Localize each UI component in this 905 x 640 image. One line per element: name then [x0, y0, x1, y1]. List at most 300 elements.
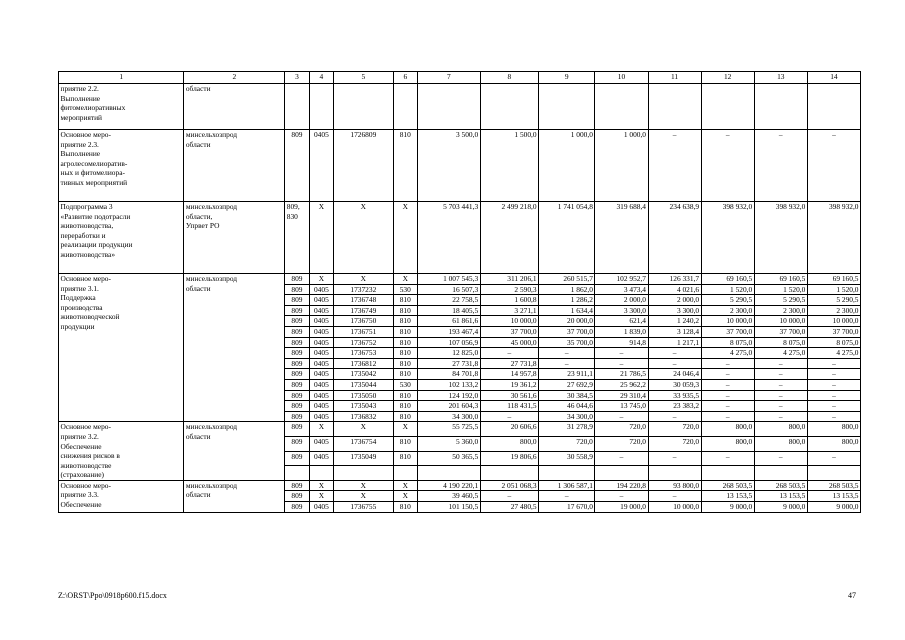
target-article-cell: 1736752: [334, 337, 393, 348]
grbs-code-cell: 809: [285, 502, 309, 513]
amount-cell: 311 206,1: [480, 274, 538, 285]
table-row: [59, 480, 861, 491]
amount-cell: 1 286,2: [539, 295, 595, 306]
amount-cell: –: [539, 348, 595, 359]
amount-cell: [807, 466, 860, 481]
amount-cell: 1 600,8: [480, 295, 538, 306]
amount-cell: 3 473,4: [595, 284, 648, 295]
target-article-cell: Х: [334, 422, 393, 437]
amount-cell: –: [754, 379, 807, 390]
target-article-cell: 1735044: [334, 379, 393, 390]
section-code-cell: Х: [309, 422, 333, 437]
column-number-4: 4: [309, 72, 333, 84]
table-row: [59, 130, 861, 202]
amount-cell: 37 700,0: [539, 326, 595, 337]
column-number-2: 2: [184, 72, 285, 84]
amount-cell: –: [539, 491, 595, 502]
amount-cell: 2 300,0: [701, 305, 754, 316]
grbs-code-cell: [285, 466, 309, 481]
amount-cell: 720,0: [648, 422, 701, 437]
amount-cell: [754, 466, 807, 481]
amount-cell: 23 383,2: [648, 401, 701, 412]
executor-cell: минсельхозпрод области, Упрвет РО: [184, 202, 285, 274]
amount-cell: 9 000,0: [807, 502, 860, 513]
section-code-cell: 0405: [309, 284, 333, 295]
grbs-code-cell: 809: [285, 401, 309, 412]
amount-cell: 69 160,5: [754, 274, 807, 285]
section-code-cell: 0405: [309, 369, 333, 380]
section-code-cell: Х: [309, 274, 333, 285]
amount-cell: 1 000,0: [539, 130, 595, 202]
column-number-12: 12: [701, 72, 754, 84]
amount-cell: 5 290,5: [807, 295, 860, 306]
amount-cell: 102 133,2: [418, 379, 481, 390]
amount-cell: 29 310,4: [595, 390, 648, 401]
amount-cell: –: [701, 451, 754, 466]
amount-cell: 19 806,6: [480, 451, 538, 466]
amount-cell: 2 300,0: [754, 305, 807, 316]
amount-cell: 30 384,5: [539, 390, 595, 401]
grbs-code-cell: 809: [285, 348, 309, 359]
amount-cell: [595, 84, 648, 130]
amount-cell: 20 606,6: [480, 422, 538, 437]
amount-cell: –: [754, 358, 807, 369]
target-article-cell: 1736832: [334, 411, 393, 422]
expense-type-cell: 810: [393, 316, 417, 327]
column-number-1: 1: [59, 72, 184, 84]
amount-cell: 800,0: [754, 422, 807, 437]
amount-cell: 800,0: [807, 436, 860, 451]
amount-cell: 398 932,0: [701, 202, 754, 274]
amount-cell: 3 300,0: [595, 305, 648, 316]
column-number-6: 6: [393, 72, 417, 84]
amount-cell: 13 153,5: [807, 491, 860, 502]
expense-type-cell: Х: [393, 480, 417, 491]
executor-cell: минсельхозпрод области: [184, 422, 285, 481]
grbs-code-cell: 809: [285, 436, 309, 451]
target-article-cell: [334, 84, 393, 130]
amount-cell: –: [807, 411, 860, 422]
target-article-cell: Х: [334, 480, 393, 491]
amount-cell: 30 561,6: [480, 390, 538, 401]
measure-name-cell: приятие 2.2. Выполнение фитомелиоративных мероприятий: [59, 84, 184, 130]
table-body: [59, 72, 861, 513]
amount-cell: 50 365,5: [418, 451, 481, 466]
amount-cell: 8 075,0: [754, 337, 807, 348]
amount-cell: 1 007 545,3: [418, 274, 481, 285]
amount-cell: 37 700,0: [807, 326, 860, 337]
budget-table: [58, 71, 861, 513]
amount-cell: 234 638,9: [648, 202, 701, 274]
table-row: [59, 84, 861, 130]
target-article-cell: 1735049: [334, 451, 393, 466]
expense-type-cell: 810: [393, 502, 417, 513]
amount-cell: 34 300,0: [539, 411, 595, 422]
amount-cell: 720,0: [539, 436, 595, 451]
amount-cell: 61 861,6: [418, 316, 481, 327]
amount-cell: 260 515,7: [539, 274, 595, 285]
amount-cell: 10 000,0: [807, 316, 860, 327]
amount-cell: 1 306 587,1: [539, 480, 595, 491]
target-article-cell: Х: [334, 274, 393, 285]
amount-cell: 3 500,0: [418, 130, 481, 202]
column-number-3: 3: [285, 72, 309, 84]
amount-cell: 1 240,2: [648, 316, 701, 327]
section-code-cell: 0405: [309, 436, 333, 451]
amount-cell: 194 220,8: [595, 480, 648, 491]
executor-cell: минсельхозпрод области: [184, 274, 285, 422]
amount-cell: 720,0: [648, 436, 701, 451]
grbs-code-cell: 809: [285, 390, 309, 401]
section-code-cell: 0405: [309, 348, 333, 359]
amount-cell: –: [807, 369, 860, 380]
amount-cell: 84 701,8: [418, 369, 481, 380]
amount-cell: 22 758,5: [418, 295, 481, 306]
section-code-cell: 0405: [309, 401, 333, 412]
amount-cell: –: [648, 451, 701, 466]
amount-cell: –: [701, 358, 754, 369]
amount-cell: 2 051 068,3: [480, 480, 538, 491]
amount-cell: 1 000,0: [595, 130, 648, 202]
grbs-code-cell: 809: [285, 358, 309, 369]
expense-type-cell: Х: [393, 491, 417, 502]
amount-cell: –: [595, 348, 648, 359]
expense-type-cell: 810: [393, 326, 417, 337]
executor-cell: области: [184, 84, 285, 130]
grbs-code-cell: 809: [285, 337, 309, 348]
amount-cell: 9 000,0: [701, 502, 754, 513]
amount-cell: 21 786,5: [595, 369, 648, 380]
grbs-code-cell: 809: [285, 422, 309, 437]
amount-cell: 2 000,0: [595, 295, 648, 306]
amount-cell: –: [807, 358, 860, 369]
amount-cell: –: [595, 411, 648, 422]
amount-cell: 13 745,0: [595, 401, 648, 412]
target-article-cell: 1736754: [334, 436, 393, 451]
amount-cell: 69 160,5: [701, 274, 754, 285]
amount-cell: 124 192,0: [418, 390, 481, 401]
amount-cell: 621,4: [595, 316, 648, 327]
target-article-cell: Х: [334, 202, 393, 274]
amount-cell: 37 700,0: [754, 326, 807, 337]
table-row: [59, 422, 861, 437]
amount-cell: 1 520,0: [754, 284, 807, 295]
amount-cell: 13 153,5: [754, 491, 807, 502]
amount-cell: 800,0: [754, 436, 807, 451]
grbs-code-cell: 809: [285, 274, 309, 285]
amount-cell: –: [807, 130, 860, 202]
amount-cell: 5 703 441,3: [418, 202, 481, 274]
grbs-code-cell: 809: [285, 326, 309, 337]
amount-cell: 4 190 220,1: [418, 480, 481, 491]
amount-cell: 31 278,9: [539, 422, 595, 437]
amount-cell: 118 431,5: [480, 401, 538, 412]
amount-cell: 102 952,7: [595, 274, 648, 285]
amount-cell: 5 290,5: [754, 295, 807, 306]
measure-name-cell: Основное меро- приятие 3.1. Поддержка производства животноводческой продукции: [59, 274, 184, 422]
amount-cell: 3 300,0: [648, 305, 701, 316]
amount-cell: 8 075,0: [701, 337, 754, 348]
amount-cell: 2 499 218,0: [480, 202, 538, 274]
executor-cell: минсельхозпрод области: [184, 130, 285, 202]
amount-cell: 10 000,0: [480, 316, 538, 327]
amount-cell: –: [807, 401, 860, 412]
column-number-10: 10: [595, 72, 648, 84]
amount-cell: 3 128,4: [648, 326, 701, 337]
amount-cell: –: [595, 451, 648, 466]
target-article-cell: 1736748: [334, 295, 393, 306]
column-number-13: 13: [754, 72, 807, 84]
amount-cell: 12 825,0: [418, 348, 481, 359]
measure-name-cell: Основное меро- приятие 3.3. Обеспечение: [59, 480, 184, 512]
expense-type-cell: 810: [393, 130, 417, 202]
amount-cell: –: [648, 491, 701, 502]
amount-cell: –: [480, 348, 538, 359]
section-code-cell: 0405: [309, 379, 333, 390]
target-article-cell: 1735043: [334, 401, 393, 412]
amount-cell: 201 604,3: [418, 401, 481, 412]
section-code-cell: 0405: [309, 411, 333, 422]
table-row: [59, 274, 861, 285]
amount-cell: 30 059,3: [648, 379, 701, 390]
amount-cell: –: [480, 411, 538, 422]
grbs-code-cell: 809: [285, 411, 309, 422]
amount-cell: 46 044,6: [539, 401, 595, 412]
target-article-cell: 1735042: [334, 369, 393, 380]
expense-type-cell: 810: [393, 401, 417, 412]
expense-type-cell: Х: [393, 202, 417, 274]
amount-cell: 126 331,7: [648, 274, 701, 285]
amount-cell: 1 520,0: [807, 284, 860, 295]
expense-type-cell: 810: [393, 451, 417, 466]
amount-cell: 18 405,5: [418, 305, 481, 316]
expense-type-cell: 810: [393, 436, 417, 451]
expense-type-cell: 810: [393, 390, 417, 401]
grbs-code-cell: 809: [285, 369, 309, 380]
amount-cell: 2 300,0: [807, 305, 860, 316]
amount-cell: 1 741 054,8: [539, 202, 595, 274]
amount-cell: 19 361,2: [480, 379, 538, 390]
amount-cell: –: [595, 358, 648, 369]
amount-cell: 720,0: [595, 422, 648, 437]
expense-type-cell: 810: [393, 411, 417, 422]
amount-cell: –: [595, 491, 648, 502]
measure-name-cell: Основное меро- приятие 2.3. Выполнение агролесомелиоратив- ных и фитомелиора- тивных мероприятий: [59, 130, 184, 202]
amount-cell: –: [701, 379, 754, 390]
amount-cell: 268 503,5: [701, 480, 754, 491]
grbs-code-cell: 809: [285, 284, 309, 295]
amount-cell: –: [754, 369, 807, 380]
amount-cell: [701, 466, 754, 481]
grbs-code-cell: 809: [285, 491, 309, 502]
section-code-cell: 0405: [309, 451, 333, 466]
amount-cell: [648, 466, 701, 481]
grbs-code-cell: 809: [285, 451, 309, 466]
amount-cell: –: [754, 390, 807, 401]
amount-cell: –: [701, 130, 754, 202]
amount-cell: 1 520,0: [701, 284, 754, 295]
amount-cell: 10 000,0: [754, 316, 807, 327]
section-code-cell: 0405: [309, 305, 333, 316]
amount-cell: –: [754, 401, 807, 412]
amount-cell: –: [754, 130, 807, 202]
target-article-cell: 1726809: [334, 130, 393, 202]
amount-cell: 19 000,0: [595, 502, 648, 513]
amount-cell: 720,0: [595, 436, 648, 451]
amount-cell: 13 153,5: [701, 491, 754, 502]
amount-cell: [701, 84, 754, 130]
section-code-cell: 0405: [309, 316, 333, 327]
expense-type-cell: 530: [393, 379, 417, 390]
target-article-cell: 1736812: [334, 358, 393, 369]
amount-cell: –: [754, 411, 807, 422]
expense-type-cell: 810: [393, 305, 417, 316]
amount-cell: 914,8: [595, 337, 648, 348]
amount-cell: 8 075,0: [807, 337, 860, 348]
column-number-11: 11: [648, 72, 701, 84]
section-code-cell: 0405: [309, 295, 333, 306]
amount-cell: [595, 466, 648, 481]
expense-type-cell: 810: [393, 358, 417, 369]
amount-cell: 800,0: [701, 436, 754, 451]
amount-cell: 69 160,5: [807, 274, 860, 285]
expense-type-cell: 810: [393, 295, 417, 306]
column-number-row: [59, 72, 861, 84]
amount-cell: 37 700,0: [701, 326, 754, 337]
amount-cell: 24 046,4: [648, 369, 701, 380]
amount-cell: 30 558,9: [539, 451, 595, 466]
amount-cell: 1 500,0: [480, 130, 538, 202]
target-article-cell: 1737232: [334, 284, 393, 295]
amount-cell: 33 935,5: [648, 390, 701, 401]
amount-cell: 39 460,5: [418, 491, 481, 502]
amount-cell: 800,0: [701, 422, 754, 437]
target-article-cell: 1736749: [334, 305, 393, 316]
expense-type-cell: Х: [393, 422, 417, 437]
measure-name-cell: Подпрограмма 3 «Развитие подотрасли животноводства, переработки и реализации продукции животноводства»: [59, 202, 184, 274]
section-code-cell: [309, 84, 333, 130]
section-code-cell: Х: [309, 491, 333, 502]
amount-cell: 27 692,9: [539, 379, 595, 390]
grbs-code-cell: 809: [285, 305, 309, 316]
amount-cell: [418, 466, 481, 481]
section-code-cell: [309, 466, 333, 481]
amount-cell: 10 000,0: [701, 316, 754, 327]
amount-cell: 107 056,9: [418, 337, 481, 348]
amount-cell: 27 731,8: [418, 358, 481, 369]
amount-cell: 27 480,5: [480, 502, 538, 513]
target-article-cell: Х: [334, 491, 393, 502]
amount-cell: 319 688,4: [595, 202, 648, 274]
column-number-9: 9: [539, 72, 595, 84]
expense-type-cell: 810: [393, 369, 417, 380]
target-article-cell: [334, 466, 393, 481]
grbs-code-cell: 809: [285, 316, 309, 327]
amount-cell: [539, 84, 595, 130]
amount-cell: –: [701, 401, 754, 412]
amount-cell: 193 467,4: [418, 326, 481, 337]
amount-cell: –: [807, 390, 860, 401]
amount-cell: 25 962,2: [595, 379, 648, 390]
amount-cell: –: [807, 451, 860, 466]
section-code-cell: 0405: [309, 502, 333, 513]
target-article-cell: 1736750: [334, 316, 393, 327]
document-path: Z:\ORST\Ppo\0918p600.f15.docx: [58, 591, 167, 600]
amount-cell: 101 150,5: [418, 502, 481, 513]
amount-cell: –: [701, 390, 754, 401]
section-code-cell: 0405: [309, 390, 333, 401]
amount-cell: 4 275,0: [807, 348, 860, 359]
amount-cell: –: [807, 379, 860, 390]
grbs-code-cell: 809: [285, 130, 309, 202]
expense-type-cell: [393, 466, 417, 481]
amount-cell: –: [701, 411, 754, 422]
amount-cell: 800,0: [480, 436, 538, 451]
table-row: [59, 202, 861, 274]
amount-cell: –: [648, 411, 701, 422]
expense-type-cell: Х: [393, 274, 417, 285]
grbs-code-cell: 809: [285, 295, 309, 306]
amount-cell: 5 290,5: [701, 295, 754, 306]
amount-cell: 37 700,0: [480, 326, 538, 337]
amount-cell: [648, 84, 701, 130]
amount-cell: –: [648, 348, 701, 359]
column-number-5: 5: [334, 72, 393, 84]
amount-cell: 4 021,6: [648, 284, 701, 295]
column-number-7: 7: [418, 72, 481, 84]
amount-cell: [480, 466, 538, 481]
target-article-cell: 1736755: [334, 502, 393, 513]
amount-cell: 10 000,0: [648, 502, 701, 513]
amount-cell: –: [754, 451, 807, 466]
amount-cell: 9 000,0: [754, 502, 807, 513]
expense-type-cell: 810: [393, 348, 417, 359]
amount-cell: –: [701, 369, 754, 380]
section-code-cell: 0405: [309, 337, 333, 348]
amount-cell: –: [648, 130, 701, 202]
grbs-code-cell: [285, 84, 309, 130]
grbs-code-cell: 809, 830: [285, 202, 309, 274]
amount-cell: –: [480, 491, 538, 502]
expense-type-cell: 530: [393, 284, 417, 295]
amount-cell: 1 839,0: [595, 326, 648, 337]
amount-cell: 45 000,0: [480, 337, 538, 348]
amount-cell: 14 957,8: [480, 369, 538, 380]
amount-cell: 16 507,3: [418, 284, 481, 295]
amount-cell: 4 275,0: [754, 348, 807, 359]
measure-name-cell: Основное меро- приятие 3.2. Обеспечение снижения рисков в животноводстве (страхование): [59, 422, 184, 481]
amount-cell: 1 217,1: [648, 337, 701, 348]
column-number-8: 8: [480, 72, 538, 84]
target-article-cell: 1736753: [334, 348, 393, 359]
section-code-cell: Х: [309, 480, 333, 491]
amount-cell: [539, 466, 595, 481]
column-number-14: 14: [807, 72, 860, 84]
amount-cell: 20 000,0: [539, 316, 595, 327]
expense-type-cell: 810: [393, 337, 417, 348]
amount-cell: 23 911,1: [539, 369, 595, 380]
amount-cell: 27 731,8: [480, 358, 538, 369]
grbs-code-cell: 809: [285, 480, 309, 491]
target-article-cell: 1735050: [334, 390, 393, 401]
section-code-cell: 0405: [309, 326, 333, 337]
amount-cell: 17 670,0: [539, 502, 595, 513]
amount-cell: 1 634,4: [539, 305, 595, 316]
amount-cell: 398 932,0: [754, 202, 807, 274]
section-code-cell: 0405: [309, 130, 333, 202]
amount-cell: 4 275,0: [701, 348, 754, 359]
amount-cell: 268 503,5: [754, 480, 807, 491]
